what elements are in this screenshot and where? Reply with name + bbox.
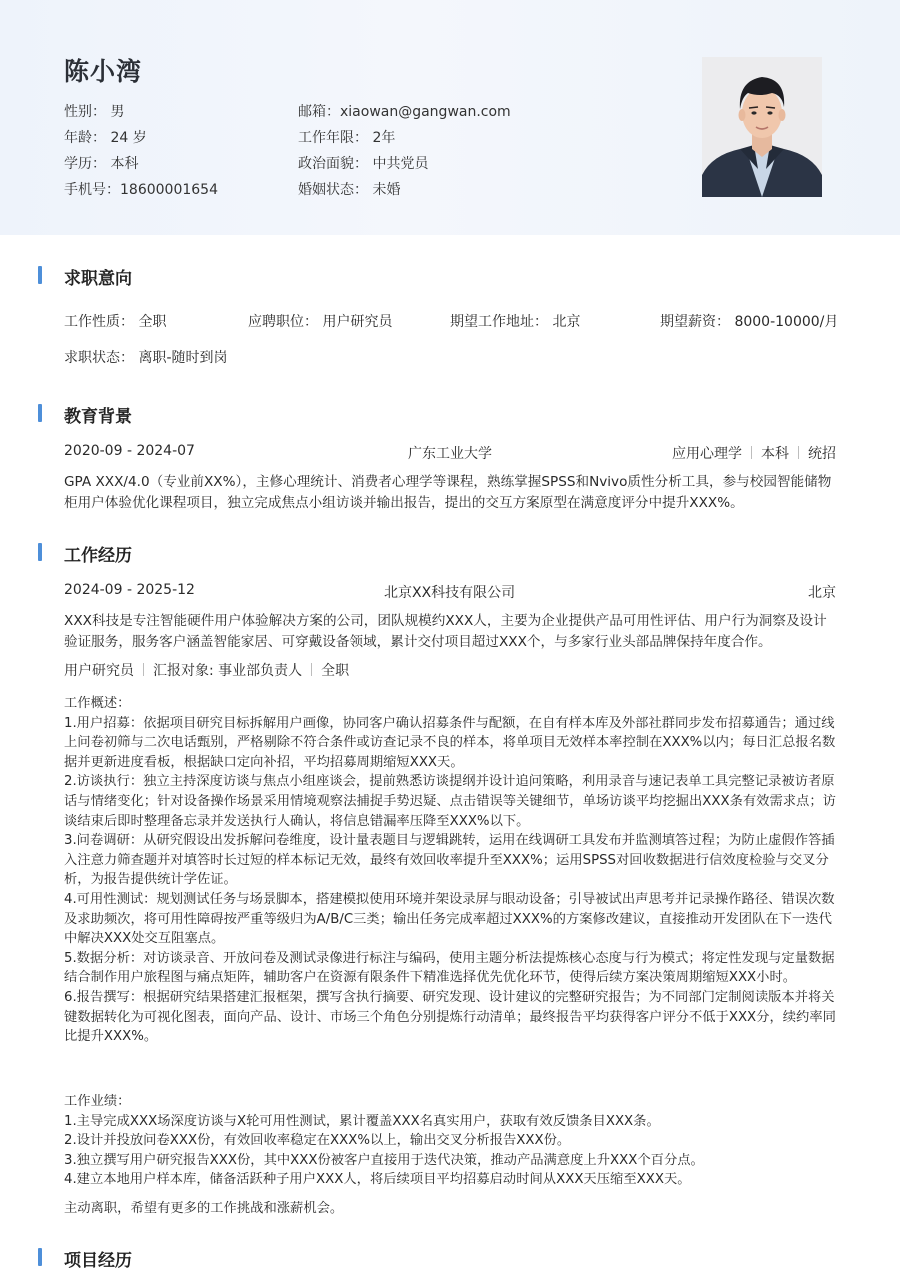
candidate-name: 陈小湾 xyxy=(64,57,143,86)
gender-field: 性别： 男 xyxy=(64,104,125,120)
section-accent-bar xyxy=(38,266,42,284)
intention-status: 求职状态： 离职-随时到岗 xyxy=(64,350,228,366)
education-school: 广东工业大学 xyxy=(408,446,492,462)
work-overview xyxy=(64,694,840,1047)
section-accent-bar xyxy=(38,404,42,422)
leave-reason: 主动离职，希望有更多的工作挑战和涨薪机会。 xyxy=(64,1201,344,1216)
intention-salary: 期望薪资： 8000-10000/月 xyxy=(660,314,839,330)
achievement-item: 2.设计并投放问卷XXX份，有效回收率稳定在XXX%以上，输出交叉分析报告XXX份。 xyxy=(64,1133,571,1149)
education-degree: 本科 xyxy=(761,446,789,462)
intention-location: 期望工作地址： 北京 xyxy=(450,314,581,330)
education-admission: 统招 xyxy=(808,446,836,462)
intention-job-type: 工作性质： 全职 xyxy=(64,314,167,330)
achievement-item: 1.主导完成XXX场深度访谈与X轮可用性测试，累计覆盖XXX名真实用户，获取有效反馈条目XXX条。 xyxy=(64,1113,660,1129)
company-intro: XXX科技是专注智能硬件用户体验解决方案的公司，团队规模约XXX人，主要为企业提供产品可用性评估、用户行为洞察及设计验证服务，服务客户涵盖智能家居、可穿戴设备领域，累计交付项目超过XXX个，与多家行业头部品牌保持年度合作。 xyxy=(64,613,827,650)
section-accent-bar xyxy=(38,543,42,561)
section-accent-bar xyxy=(38,1248,42,1266)
education-meta xyxy=(672,443,836,463)
achievement-item: 3.独立撰写用户研究报告XXX份，其中XXX份被客户直接用于迭代决策，推动产品满意度上升XXX个百分点。 xyxy=(64,1152,704,1168)
overview-item: 4.可用性测试：规划测试任务与场景脚本，搭建模拟使用环境并架设录屏与眼动设备；引导被试出声思考并记录操作路径、错误次数及求助频次，将可用性障碍按严重等级归为A/B/C三类；输出任务完成率超过XXX%的方案修改建议，直接推动开发团队在下一迭代中解决XXX处交互阻塞点。 xyxy=(64,891,835,947)
education-period: 2020-09 - 2024-07 xyxy=(64,443,195,459)
work-achievements xyxy=(64,1092,840,1190)
overview-item: 5.数据分析：对访谈录音、开放问卷及测试录像进行标注与编码，使用主题分析法提炼核心态度与行为模式；将定性发现与定量数据结合制作用户旅程图与痛点矩阵，辅助客户在资源有限条件下精准选择优先优化环节，使得后续方案决策周期缩短XXX小时。 xyxy=(64,950,835,986)
work-city: 北京 xyxy=(808,585,836,601)
work-job-type: 全职 xyxy=(321,663,350,679)
overview-item: 1.用户招募：依据项目研究目标拆解用户画像，协同客户确认招募条件与配额，在自有样本库及外部社群同步发布招募通告；通过线上问卷初筛与二次电话甄别，严格剔除不符合条件或访查记录不良的样本，将单项目无效样本率控制在XXX%以内；每日汇总报名数据并更新进度看板，根据缺口定向补招，平均招募周期缩短XXX天。 xyxy=(64,715,836,770)
work-company: 北京XX科技有限公司 xyxy=(384,585,516,601)
overview-item: 3.问卷调研：从研究假设出发拆解问卷维度，设计量表题目与逻辑跳转，运用在线调研工具发布并监测填答过程；为防止虚假作答插入注意力筛查题并对填答时长过短的样本标记无效，最终有效回收率提升至XXX%；运用SPSS对回收数据进行信效度检验与交叉分析，为报告提供统计学佐证。 xyxy=(64,833,835,888)
work-role-meta xyxy=(64,660,349,680)
education-field: 学历： 本科 xyxy=(64,156,139,172)
resume-header xyxy=(0,0,900,235)
intention-position: 应聘职位： 用户研究员 xyxy=(248,314,393,330)
email-field: 邮箱：xiaowan@gangwan.com xyxy=(298,104,511,120)
achievements-title: 工作业绩： xyxy=(64,1094,131,1109)
education-major: 应用心理学 xyxy=(672,446,742,462)
marital-status-field: 婚姻状态： 未婚 xyxy=(298,182,401,198)
age-field: 年龄： 24 岁 xyxy=(64,130,147,146)
overview-item: 6.报告撰写：根据研究结果搭建汇报框架，撰写含执行摘要、研究发现、设计建议的完整研究报告；为不同部门定制阅读版本并将关键数据转化为可视化图表，面向产品、设计、市场三个角色分别提炼行动清单；最终报告平均获得客户评分不低于XXX分，续约率同比提升XXX%。 xyxy=(64,989,836,1045)
overview-title: 工作概述： xyxy=(64,696,131,711)
profile-photo xyxy=(702,57,822,197)
work-report-to: 汇报对象: 事业部负责人 xyxy=(153,663,303,679)
education-description: GPA XXX/4.0（专业前XX%），主修心理统计、消费者心理学等课程，熟练掌握SPSS和Nvivo质性分析工具，参与校园智能储物柜用户体验优化课程项目，独立完成焦点小组访谈并输出报告，提出的交互方案原型在满意度评分中提升XXX%。 xyxy=(64,474,832,511)
person-portrait-icon xyxy=(702,57,822,197)
overview-item: 2.访谈执行：独立主持深度访谈与焦点小组座谈会，提前熟悉访谈提纲并设计追问策略，利用录音与速记表单工具完整记录被访者原话与情绪变化；针对设备操作场景采用情境观察法捕捉手势迟疑、点击错误等关键细节，单场访谈平均挖掘出XXX条有效需求点；访谈结束后即时整理备忘录并发送执行人确认，将信息错漏率压降至XXX%以下。 xyxy=(64,774,836,829)
phone-field: 手机号：18600001654 xyxy=(64,182,218,198)
work-role: 用户研究员 xyxy=(64,663,134,679)
political-status-field: 政治面貌： 中共党员 xyxy=(298,156,429,172)
experience-years-field: 工作年限： 2年 xyxy=(298,130,396,146)
achievement-item: 4.建立本地用户样本库，储备活跃种子用户XXX人，将后续项目平均招募启动时间从XXX天压缩至XXX天。 xyxy=(64,1172,691,1188)
work-period: 2024-09 - 2025-12 xyxy=(64,582,195,598)
